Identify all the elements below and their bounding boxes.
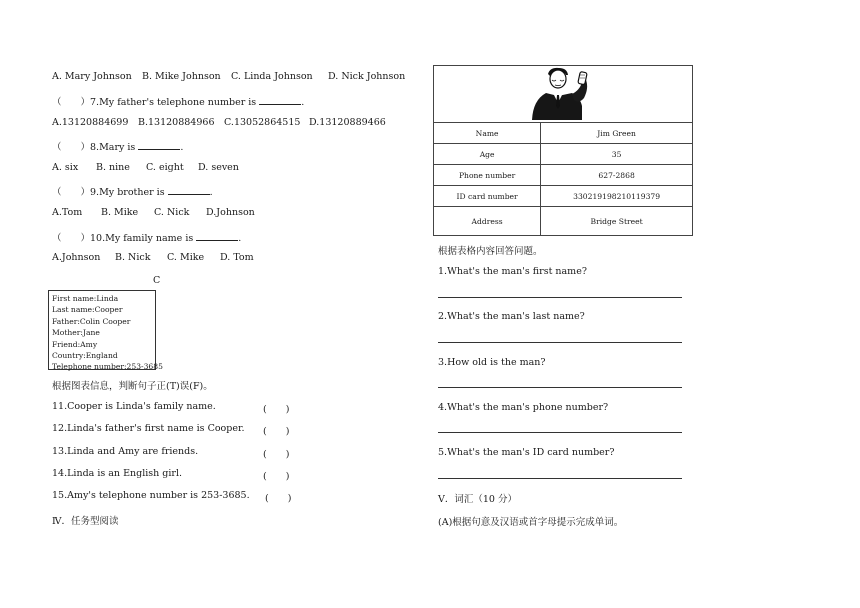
answer-line — [438, 387, 682, 388]
option: A.13120884699 — [52, 117, 129, 128]
card-label: ID card number — [434, 186, 541, 207]
info-line: Telephone number:253-3685 — [52, 362, 163, 372]
info-line: Mother:Jane — [52, 328, 100, 338]
option: B. Mike — [101, 207, 139, 218]
tf-item-text: 14.Linda is an English girl. — [52, 468, 183, 479]
tf-instruction: 根据图表信息，判断句子正(T)误(F)。 — [52, 381, 213, 392]
person-card-table — [433, 65, 693, 236]
question-text: 8.Mary is — [90, 142, 136, 153]
answer-line — [438, 297, 682, 298]
card-value: 35 — [541, 144, 693, 165]
man-on-phone-icon — [528, 66, 598, 120]
question-text: 9.My brother is — [90, 187, 165, 198]
question-9 — [52, 184, 213, 198]
option: C. Nick — [154, 207, 190, 218]
question: 3.How old is the man? — [438, 357, 546, 368]
option: D.Johnson — [206, 207, 255, 218]
info-box — [48, 290, 163, 372]
card-label: Age — [434, 144, 541, 165]
option: D. Tom — [220, 252, 254, 263]
answer-blank — [259, 95, 301, 105]
answer-paren: （ ） — [52, 97, 91, 108]
section-iv-heading: Ⅳ．任务型阅读 — [52, 516, 119, 527]
tf-answer-paren: ( ) — [265, 493, 292, 504]
option: B. Nick — [115, 252, 151, 263]
tf-item-text: 11.Cooper is Linda's family name. — [52, 401, 216, 412]
card-value: 330219198210119379 — [541, 186, 693, 207]
option: D. seven — [198, 162, 239, 173]
option: B. nine — [96, 162, 130, 173]
period: . — [238, 233, 242, 244]
option: B. Mike Johnson — [142, 71, 221, 82]
card-label: Name — [434, 123, 541, 144]
answer-paren: （ ） — [52, 187, 91, 198]
question-10 — [52, 230, 241, 244]
section-c-label: C — [153, 275, 161, 286]
question: 1.What's the man's first name? — [438, 266, 587, 277]
photo-cell — [434, 66, 693, 123]
info-line: Friend:Amy — [52, 339, 98, 349]
option: C.13052864515 — [224, 117, 301, 128]
tf-item-text: 12.Linda's father's first name is Cooper. — [52, 423, 245, 434]
option: C. Linda Johnson — [231, 71, 313, 82]
question: 4.What's the man's phone number? — [438, 402, 609, 413]
answer-blank — [196, 231, 238, 241]
tf-item-text: 13.Linda and Amy are friends. — [52, 446, 199, 457]
answer-line — [438, 342, 682, 343]
info-line: Father:Colin Cooper — [52, 316, 131, 326]
question: 5.What's the man's ID card number? — [438, 447, 615, 458]
tf-answer-paren: ( ) — [263, 449, 290, 460]
answer-line — [438, 478, 682, 479]
answer-line — [438, 432, 682, 433]
answer-paren: （ ） — [52, 142, 91, 153]
card-label: Address — [434, 207, 541, 236]
card-value: Bridge Street — [541, 207, 693, 236]
option: D.13120889466 — [309, 117, 386, 128]
tf-answer-paren: ( ) — [263, 426, 290, 437]
answer-blank — [138, 140, 180, 150]
info-line: Last name:Cooper — [52, 305, 123, 315]
tf-answer-paren: ( ) — [263, 404, 290, 415]
question-7 — [52, 94, 304, 108]
answer-paren: （ ） — [52, 233, 91, 244]
period: . — [209, 187, 213, 198]
card-value: 627-2868 — [541, 165, 693, 186]
question-text: 7.My father's telephone number is — [90, 97, 257, 108]
card-label: Phone number — [434, 165, 541, 186]
option: A. Mary Johnson — [52, 71, 132, 82]
option: B.13120884966 — [138, 117, 215, 128]
section-v-a-instruction: (A)根据句意及汉语或首字母提示完成单词。 — [438, 517, 624, 528]
option: A. six — [52, 162, 79, 173]
card-instruction: 根据表格内容回答问题。 — [438, 246, 543, 257]
info-line: First name:Linda — [52, 294, 119, 303]
tf-answer-paren: ( ) — [263, 471, 290, 482]
period: . — [180, 142, 184, 153]
question: 2.What's the man's last name? — [438, 311, 585, 322]
option: A.Johnson — [52, 252, 101, 263]
option: D. Nick Johnson — [328, 71, 406, 82]
option: C. Mike — [167, 252, 205, 263]
option: A.Tom — [52, 207, 83, 218]
info-line: Country:England — [52, 351, 118, 361]
question-8 — [52, 139, 183, 153]
card-value: Jim Green — [541, 123, 693, 144]
answer-blank — [168, 185, 210, 195]
tf-item-text: 15.Amy's telephone number is 253-3685. — [52, 490, 250, 501]
period: . — [301, 97, 305, 108]
section-v-heading: V．词汇（10 分） — [438, 494, 517, 505]
option: C. eight — [146, 162, 184, 173]
question-text: 10.My family name is — [90, 233, 194, 244]
